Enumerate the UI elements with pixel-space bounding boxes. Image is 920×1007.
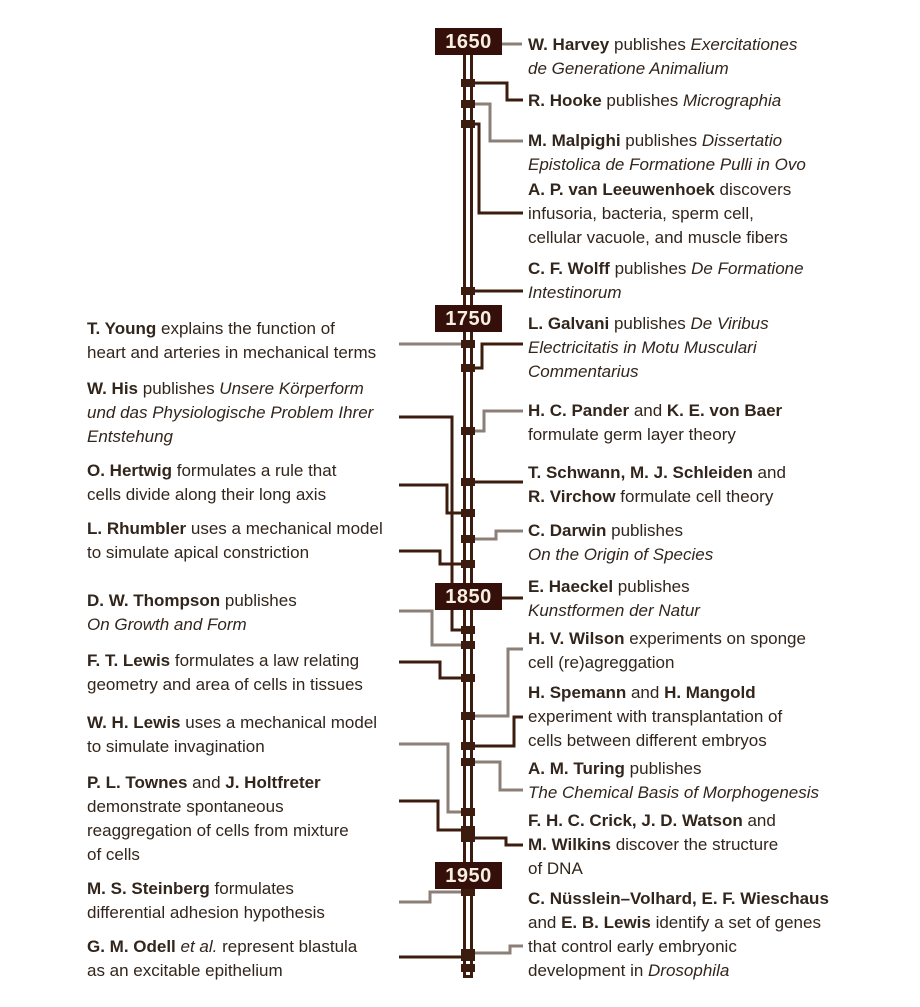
tick-mark [461,758,475,766]
event-text-line: C. Darwin publishes [528,521,683,540]
event-text-line: R. Virchow formulate cell theory [528,487,774,506]
event-haeckel [528,575,700,623]
connector-line [468,838,523,845]
connector-line [468,344,523,368]
connector-line [399,892,468,902]
event-text-line: O. Hertwig formulates a rule that [87,461,337,480]
event-text-line: H. V. Wilson experiments on sponge [528,629,806,648]
event-harvey [528,33,797,81]
event-text-line: E. Haeckel publishes [528,577,690,596]
event-text-line: On Growth and Form [87,615,247,634]
year-label: 1850 [445,585,492,608]
event-text-line: H. C. Pander and K. E. von Baer [528,401,783,420]
event-text-line: infusoria, bacteria, sperm cell, [528,204,754,223]
connector-line [399,551,468,564]
year-label: 1750 [445,307,492,330]
event-thompson [87,589,297,637]
event-text-line: cell (re)agreggation [528,653,675,672]
connector-line [468,411,523,431]
event-schwann-schleiden-virchow [528,461,786,509]
event-text-line: formulate germ layer theory [528,425,736,444]
year-label: 1950 [445,864,492,887]
connector-line [399,662,468,678]
event-galvani [528,312,769,384]
connector-line [399,801,468,830]
event-text-line: to simulate apical constriction [87,543,310,562]
event-text-line: F. H. C. Crick, J. D. Watson and [528,811,776,830]
event-text-line: G. M. Odell et al. represent blastula [87,937,358,956]
connector-line [468,649,523,716]
connector-line [468,83,523,100]
event-text-line: experiment with transplantation of [528,707,783,726]
connector-line [468,531,523,539]
tick-mark [461,364,475,372]
event-pander-von-baer [528,399,782,447]
event-crick-watson-wilkins [528,809,778,881]
event-text-line: W. His publishes Unsere Körperform [87,379,364,398]
tick-mark [461,674,475,682]
event-steinberg [87,877,325,925]
event-text-line: W. Harvey publishes Exercitationes [528,35,798,54]
event-text-line: On the Origin of Species [528,545,714,564]
tick-mark [461,79,475,87]
event-leeuwenhoek [528,178,791,250]
event-text-line: reaggregation of cells from mixture [87,821,349,840]
event-text-line: Entstehung [87,427,174,446]
event-text-line: M. Wilkins discover the structure [528,835,779,854]
event-hertwig [87,459,336,507]
connector-line [468,717,523,746]
tick-mark [461,834,475,842]
event-text-line: C. Nüsslein–Volhard, E. F. Wieschaus [528,889,829,908]
event-townes-holtfreter [87,771,349,867]
event-wolff [528,257,804,305]
event-malpighi [528,129,806,177]
event-turing [528,757,819,805]
event-text-line: cellular vacuole, and muscle fibers [528,228,788,247]
tick-mark [461,535,475,543]
event-text-line: und das Physiologische Problem Ihrer [87,403,374,422]
event-text-line: H. Spemann and H. Mangold [528,683,756,702]
event-text-line: M. S. Steinberg formulates [87,879,294,898]
event-text-line: W. H. Lewis uses a mechanical model [87,713,378,732]
event-text-line: F. T. Lewis formulates a law relating [87,651,360,670]
event-text-line: Commentarius [528,362,639,381]
event-text-line: Intestinorum [528,283,622,302]
connector-line [399,485,468,513]
connector-line [468,946,523,953]
event-text-line: that control early embryonic [528,937,737,956]
connector-line [468,124,523,213]
event-text-line: cells between different embryos [528,731,767,750]
event-text-line: geometry and area of cells in tissues [87,675,363,694]
tick-mark [461,560,475,568]
year-marker-1950 [435,862,502,889]
event-text-line: R. Hooke publishes Micrographia [528,91,782,110]
tick-mark [461,287,475,295]
tick-mark [461,427,475,435]
tick-mark [461,340,475,348]
event-text-line: The Chemical Basis of Morphogenesis [528,783,820,802]
tick-mark [461,953,475,961]
event-text-line: Epistolica de Formatione Pulli in Ovo [528,155,806,174]
tick-mark [461,712,475,720]
event-hooke [528,89,781,113]
tick-mark [461,742,475,750]
event-text-line: of cells [87,845,140,864]
event-text-line: cells divide along their long axis [87,485,327,504]
event-text-line: A. P. van Leeuwenhoek discovers [528,180,792,199]
event-text-line: T. Young explains the function of [87,319,335,338]
event-text-line: development in Drosophila [528,961,730,980]
event-text-line: M. Malpighi publishes Dissertatio [528,131,783,150]
event-text-line: of DNA [528,859,583,878]
event-text-line: and E. B. Lewis identify a set of genes [528,913,821,932]
connector-line [399,611,468,645]
tick-mark [461,964,475,972]
event-text-line: heart and arteries in mechanical terms [87,343,377,362]
event-text-line: D. W. Thompson publishes [87,591,297,610]
event-text-line: Electricitatis in Motu Musculari [528,338,757,357]
tick-mark [461,626,475,634]
year-marker-1750 [435,305,502,332]
event-text-line: Kunstformen der Natur [528,601,700,620]
tick-mark [461,100,475,108]
event-text-line: L. Rhumbler uses a mechanical model [87,519,383,538]
tick-mark [461,120,475,128]
event-text-line: demonstrate spontaneous [87,797,284,816]
event-rhumbler [87,517,383,565]
event-odell [87,935,357,983]
connector-line [468,762,523,790]
event-text-line: C. F. Wolff publishes De Formatione [528,259,804,278]
event-text-line: T. Schwann, M. J. Schleiden and [528,463,786,482]
event-darwin [528,519,713,567]
event-text-line: P. L. Townes and J. Holtfreter [87,773,321,792]
event-text-line: to simulate invagination [87,737,265,756]
event-text-line: differential adhesion hypothesis [87,903,325,922]
tick-mark [461,641,475,649]
tick-mark [461,808,475,816]
event-nusslein-volhard-wieschaus-lewis [528,887,829,983]
year-label: 1650 [445,30,492,53]
event-spemann-mangold [528,681,782,753]
event-young [87,317,376,365]
year-marker-1650 [435,28,502,55]
year-marker-1850 [435,583,502,610]
event-text-line: as an excitable epithelium [87,961,283,980]
tick-mark [461,888,475,896]
event-text-line: L. Galvani publishes De Viribus [528,314,769,333]
event-ft-lewis [87,649,363,697]
tick-mark [461,826,475,834]
event-his [87,377,373,449]
event-text-line: de Generatione Animalium [528,59,729,78]
tick-mark [461,478,475,486]
event-wilson [528,627,806,675]
tick-mark [461,509,475,517]
event-wh-lewis [87,711,377,759]
event-text-line: A. M. Turing publishes [528,759,702,778]
